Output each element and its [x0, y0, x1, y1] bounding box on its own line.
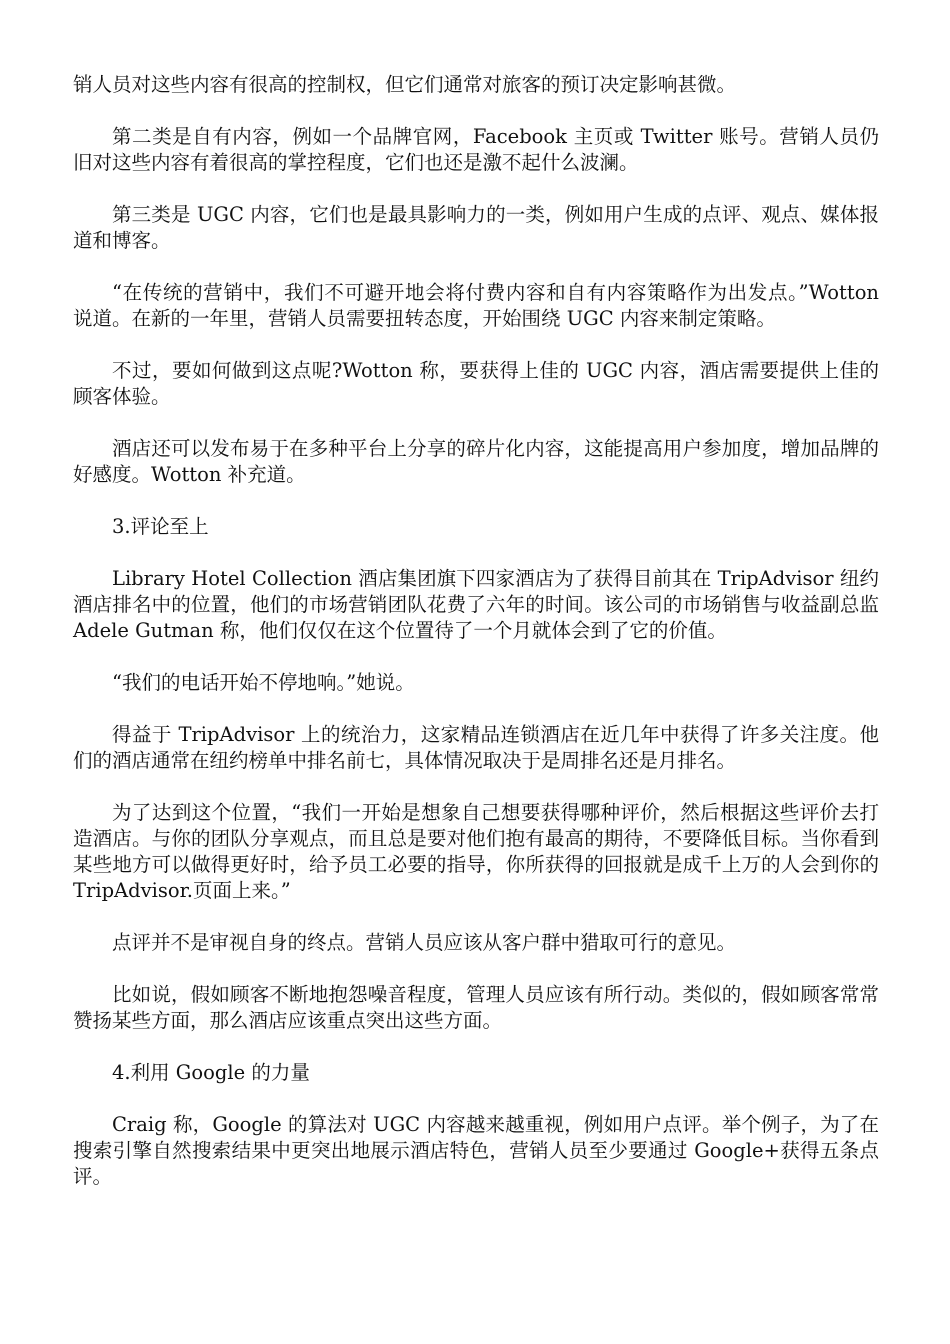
paragraph-phone-quote: “我们的电话开始不停地响。”她说。	[112, 671, 415, 694]
paragraph-ugc-content: 第三类是 UGC 内容，它们也是最具影响力的一类，例如用户生成的点评、观点、媒体报道和博客。	[73, 203, 879, 252]
section-heading-google: 4.利用 Google 的力量	[112, 1061, 310, 1084]
paragraph-fragmented-content: 酒店还可以发布易于在多种平台上分享的碎片化内容，这能提高用户参加度，增加品牌的好感度。Wotton 补充道。	[73, 437, 879, 486]
paragraph-gutman-quote: 为了达到这个位置，“我们一开始是想象自己想要获得哪种评价，然后根据这些评价去打造酒店。与你的团队分享观点，而且总是要对他们抱有最高的期待，不要降低目标。当你看到某些地方可以做得更好时，给予员工必要的指导，你所获得的回报就是成千上万的人会到你的 TripAdvisor.页面上来。”	[73, 801, 879, 902]
paragraph-noise-example: 比如说，假如顾客不断地抱怨噪音程度，管理人员应该有所行动。类似的，假如顾客常常赞扬某些方面，那么酒店应该重点突出这些方面。	[73, 983, 879, 1032]
paragraph-continuation: 销人员对这些内容有很高的控制权，但它们通常对旅客的预订决定影响甚微。	[73, 73, 737, 96]
paragraph-library-hotel: Library Hotel Collection 酒店集团旗下四家酒店为了获得目前其在 TripAdvisor 纽约酒店排名中的位置，他们的市场营销团队花费了六年的时间。该公司的市场销售与收益副总监 Adele Gutman 称，他们仅仅在这个位置待了一个月就体会到了它的价值。	[73, 567, 879, 642]
document-page	[73, 72, 879, 1190]
paragraph-actionable-feedback: 点评并不是审视自身的终点。营销人员应该从客户群中猎取可行的意见。	[112, 931, 737, 954]
paragraph-tripadvisor-ranking: 得益于 TripAdvisor 上的统治力，这家精品连锁酒店在近几年中获得了许多关注度。他们的酒店通常在纽约榜单中排名前七，具体情况取决于是周排名还是月排名。	[73, 723, 879, 772]
paragraph-wotton-quote: “在传统的营销中，我们不可避开地会将付费内容和自有内容策略作为出发点。”Wotton 说道。在新的一年里，营销人员需要扭转态度，开始围绕 UGC 内容来制定策略。	[73, 281, 879, 330]
paragraph-guest-experience: 不过，要如何做到这点呢?Wotton 称，要获得上佳的 UGC 内容，酒店需要提供上佳的顾客体验。	[73, 359, 879, 408]
paragraph-google-algorithm: Craig 称，Google 的算法对 UGC 内容越来越重视，例如用户点评。举个例子，为了在搜索引擎自然搜索结果中更突出地展示酒店特色，营销人员至少要通过 Google+获得五条点评。	[73, 1113, 879, 1188]
paragraph-owned-content: 第二类是自有内容，例如一个品牌官网，Facebook 主页或 Twitter 账号。营销人员仍旧对这些内容有着很高的掌控程度，它们也还是激不起什么波澜。	[73, 125, 879, 174]
section-heading-reviews: 3.评论至上	[112, 515, 209, 538]
